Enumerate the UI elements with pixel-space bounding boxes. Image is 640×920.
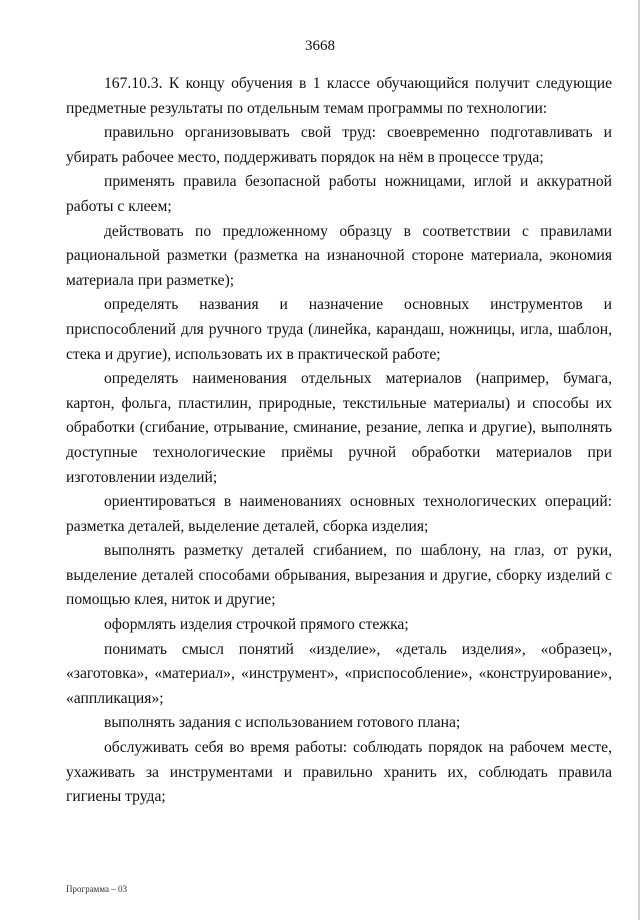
result-item: действовать по предложенному образцу в соответствии с правилами рациональной разметки (разметка на изнаночной стороне материала, экономия материала при разметке); xyxy=(66,222,612,289)
document-body xyxy=(66,72,612,810)
result-item: выполнять разметку деталей сгибанием, по шаблону, на глаз, от руки, выделение деталей способами обрывания, вырезания и другие, сборку изделий с помощью клея, ниток и другие; xyxy=(66,542,612,609)
result-item: ориентироваться в наименованиях основных технологических операций: разметка деталей, выделение деталей, сборка изделия; xyxy=(66,493,612,535)
page-number: 3668 xyxy=(305,38,335,54)
result-item: определять названия и назначение основных инструментов и приспособлений для ручного труда (линейка, карандаш, ножницы, игла, шаблон, стека и другие), использовать их в практической работе; xyxy=(66,296,612,363)
result-item: правильно организовывать свой труд: своевременно подготавливать и убирать рабочее место, поддерживать порядок на нём в процессе труда; xyxy=(66,124,612,166)
result-item: понимать смысл понятий «изделие», «деталь изделия», «образец», «заготовка», «материал», «инструмент», «приспособление», «конструирование», «аппликация»; xyxy=(66,640,612,707)
result-item: определять наименования отдельных материалов (например, бумага, картон, фольга, пластилин, природные, текстильные материалы) и способы их обработки (сгибание, отрывание, сминание, резание, лепка и другие), выполнять доступные технологические приёмы ручной обработки материалов при изготовлении изделий; xyxy=(66,370,612,486)
result-item: применять правила безопасной работы ножницами, иглой и аккуратной работы с клеем; xyxy=(66,173,612,215)
result-item: обслуживать себя во время работы: соблюдать порядок на рабочем месте, ухаживать за инструментами и правильно хранить их, соблюдать правила гигиены труда; xyxy=(66,739,612,806)
result-item: выполнять задания с использованием готового плана; xyxy=(104,714,461,732)
section-intro-paragraph: 167.10.3. К концу обучения в 1 классе обучающийся получит следующие предметные результаты по отдельным темам программы по технологии: xyxy=(66,75,612,117)
result-item: оформлять изделия строчкой прямого стежка; xyxy=(104,616,409,634)
page-footer: Программа – 03 xyxy=(66,884,128,894)
